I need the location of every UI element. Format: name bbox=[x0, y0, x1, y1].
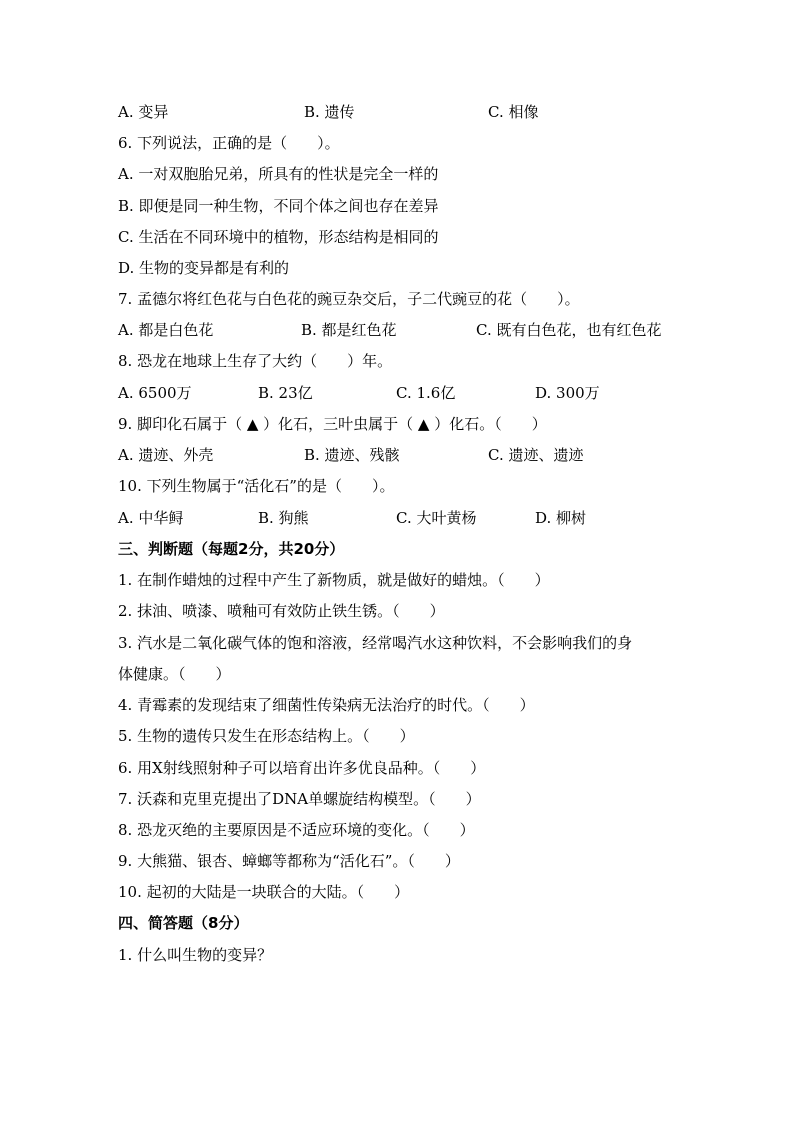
section-3-title: 三、判断题（每题2分，共20分） bbox=[118, 540, 345, 558]
q10-option-b: B. 狗熊 bbox=[258, 509, 309, 527]
q7-option-a: A. 都是白色花 bbox=[118, 321, 214, 339]
judgement-item: 10. 起初的大陆是一块联合的大陆。（ ） bbox=[118, 883, 410, 901]
q6-option-a: A. 一对双胞胎兄弟，所具有的性状是完全一样的 bbox=[118, 165, 439, 183]
q8-option-c: C. 1.6亿 bbox=[396, 384, 456, 402]
q6-option-d: D. 生物的变异都是有利的 bbox=[118, 259, 290, 277]
judgement-item: 7. 沃森和克里克提出了DNA单螺旋结构模型。（ ） bbox=[118, 790, 481, 808]
judgement-item: 5. 生物的遗传只发生在形态结构上。（ ） bbox=[118, 727, 415, 745]
q8-option-b: B. 23亿 bbox=[258, 384, 313, 402]
judgement-item: 9. 大熊猫、银杏、蟑螂等都称为“活化石”。（ ） bbox=[118, 852, 460, 870]
judgement-item: 2. 抹油、喷漆、喷釉可有效防止铁生锈。（ ） bbox=[118, 602, 445, 620]
q7-stem: 7. 孟德尔将红色花与白色花的豌豆杂交后，子二代豌豆的花（ ）。 bbox=[118, 290, 580, 308]
judgement-item: 6. 用X射线照射种子可以培育出许多优良品种。（ ） bbox=[118, 759, 486, 777]
q5-option-a: A. 变异 bbox=[118, 103, 169, 121]
judgement-item-continued: 体健康。（ ） bbox=[118, 665, 231, 683]
q9-stem: 9. 脚印化石属于（ ▲ ）化石，三叶虫属于（ ▲ ）化石。（ ） bbox=[118, 415, 547, 433]
judgement-item: 4. 青霉素的发现结束了细菌性传染病无法治疗的时代。（ ） bbox=[118, 696, 535, 714]
judgement-item: 1. 在制作蜡烛的过程中产生了新物质，就是做好的蜡烛。（ ） bbox=[118, 571, 550, 589]
q8-stem: 8. 恐龙在地球上生存了大约（ ）年。 bbox=[118, 352, 393, 370]
section-4-title: 四、简答题（8分） bbox=[118, 914, 249, 932]
q7-option-b: B. 都是红色花 bbox=[301, 321, 397, 339]
short-answer-question-1: 1. 什么叫生物的变异？ bbox=[118, 946, 273, 964]
q10-option-c: C. 大叶黄杨 bbox=[396, 509, 477, 527]
q6-option-b: B. 即便是同一种生物，不同个体之间也存在差异 bbox=[118, 197, 439, 215]
q10-option-d: D. 柳树 bbox=[535, 509, 587, 527]
q6-option-c: C. 生活在不同环境中的植物，形态结构是相同的 bbox=[118, 228, 439, 246]
q9-option-b: B. 遗迹、残骸 bbox=[304, 446, 400, 464]
q9-option-c: C. 遗迹、遗迹 bbox=[488, 446, 584, 464]
judgement-item: 8. 恐龙灭绝的主要原因是不适应环境的变化。（ ） bbox=[118, 821, 475, 839]
q10-option-a: A. 中华鲟 bbox=[118, 509, 184, 527]
q7-option-c: C. 既有白色花，也有红色花 bbox=[476, 321, 662, 339]
q9-option-a: A. 遗迹、外壳 bbox=[118, 446, 214, 464]
q5-option-b: B. 遗传 bbox=[304, 103, 355, 121]
q6-stem: 6. 下列说法，正确的是（ ）。 bbox=[118, 134, 340, 152]
q8-option-d: D. 300万 bbox=[535, 384, 600, 402]
q5-option-c: C. 相像 bbox=[488, 103, 539, 121]
q10-stem: 10. 下列生物属于“活化石”的是（ ）。 bbox=[118, 477, 395, 495]
q8-option-a: A. 6500万 bbox=[118, 384, 192, 402]
judgement-item: 3. 汽水是二氧化碳气体的饱和溶液，经常喝汽水这种饮料，不会影响我们的身 bbox=[118, 634, 633, 652]
